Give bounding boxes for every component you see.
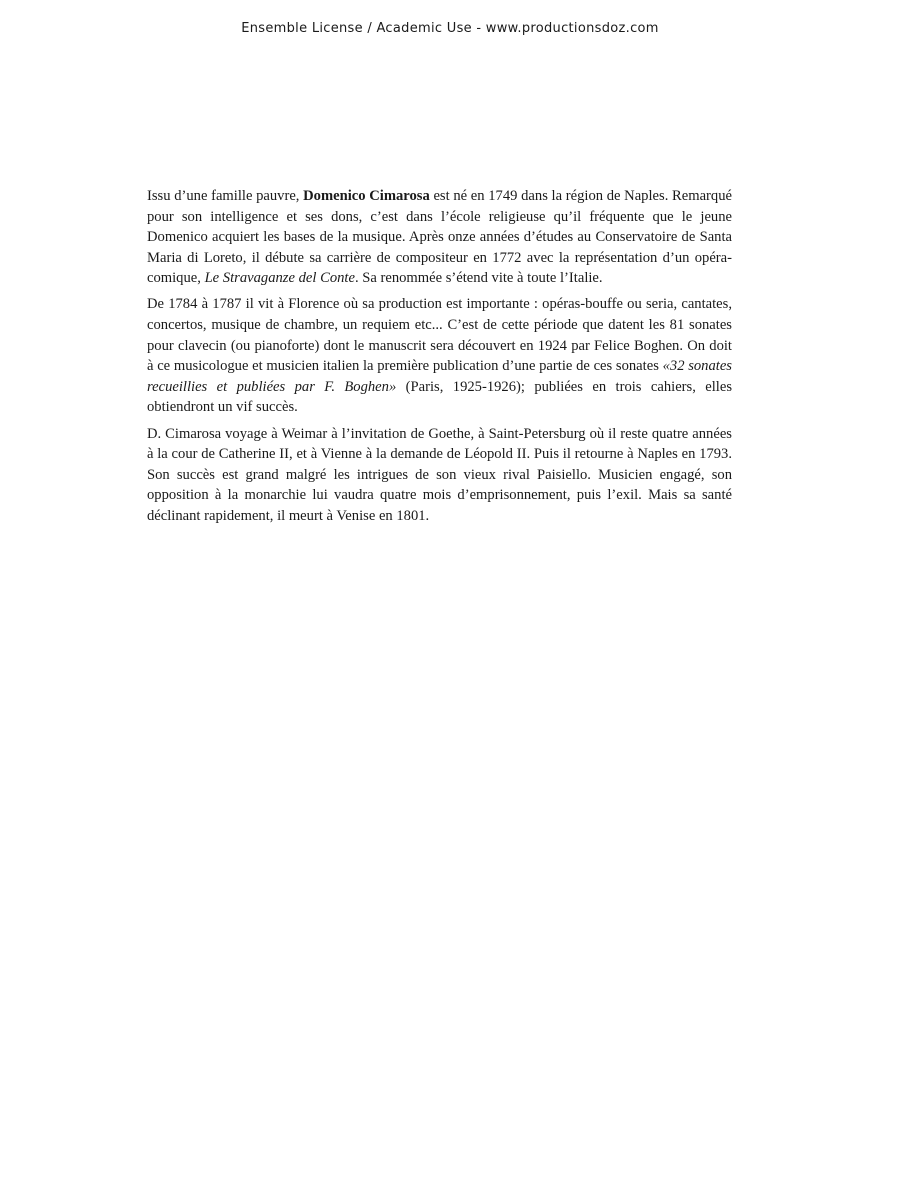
bio-p1-body: est né en 1749 dans la région de Naples. Remarqué pour son intelligence et ses dons, c’est dans l’école religieuse qu’il fréquente que le jeune Domenico acquiert les bases de la musique. Après onze années d’études au Conservatoire de Santa Maria di Loreto, il débute sa carrière de compositeur en 1772 avec la représentation d’un opéra-comique,	[147, 188, 732, 287]
bio-paragraph-3: D. Cimarosa voyage à Weimar à l’invitation de Goethe, à Saint-Petersburg où il reste quatre années à la cour de Catherine II, et à Vienne à la demande de Léopold II. Puis il retourne à Naples en 1793. Son succès est grand malgré les intrigues de son vieux rival Paisiello. Musicien engagé, son opposition à la monarchie lui vaudra quatre mois d’emprisonnement, puis l’exil. Mais sa santé déclinant rapidement, il meurt à Venise en 1801.	[147, 425, 732, 524]
composer-name: Domenico Cimarosa	[303, 188, 430, 204]
bio-p1-end: . Sa renommée s’étend vite à toute l’Italie.	[354, 270, 603, 287]
bio-p1-intro: Issu d’une famille pauvre,	[147, 188, 304, 204]
bio-p2-end: (Paris, 1925-1926); publiées en trois cahiers, elles obtiendront un vif succès.	[147, 378, 733, 416]
publication-title: «32 sonates recueillies et publiées par F. Boghen»	[147, 358, 732, 395]
composer-biography	[147, 186, 732, 532]
bio-p2-body: De 1784 à 1787 il vit à Florence où sa production est importante : opéras-bouffe ou seria, cantates, concertos, musique de chambre, un requiem etc... C’est de cette période que datent les 81 sonates pour clavecin (ou pianoforte) dont le manuscrit sera découvert en 1924 par Felice Boghen. On doit à ce musicologue et musicien italien la première publication d’une partie de ces sonates	[147, 296, 732, 375]
opera-title: Le Stravaganze del Conte	[204, 270, 355, 287]
bio-paragraph-1	[147, 186, 732, 289]
bio-paragraph-2	[147, 294, 732, 418]
license-header: Ensemble License / Academic Use - www.productionsdoz.com	[241, 21, 659, 36]
